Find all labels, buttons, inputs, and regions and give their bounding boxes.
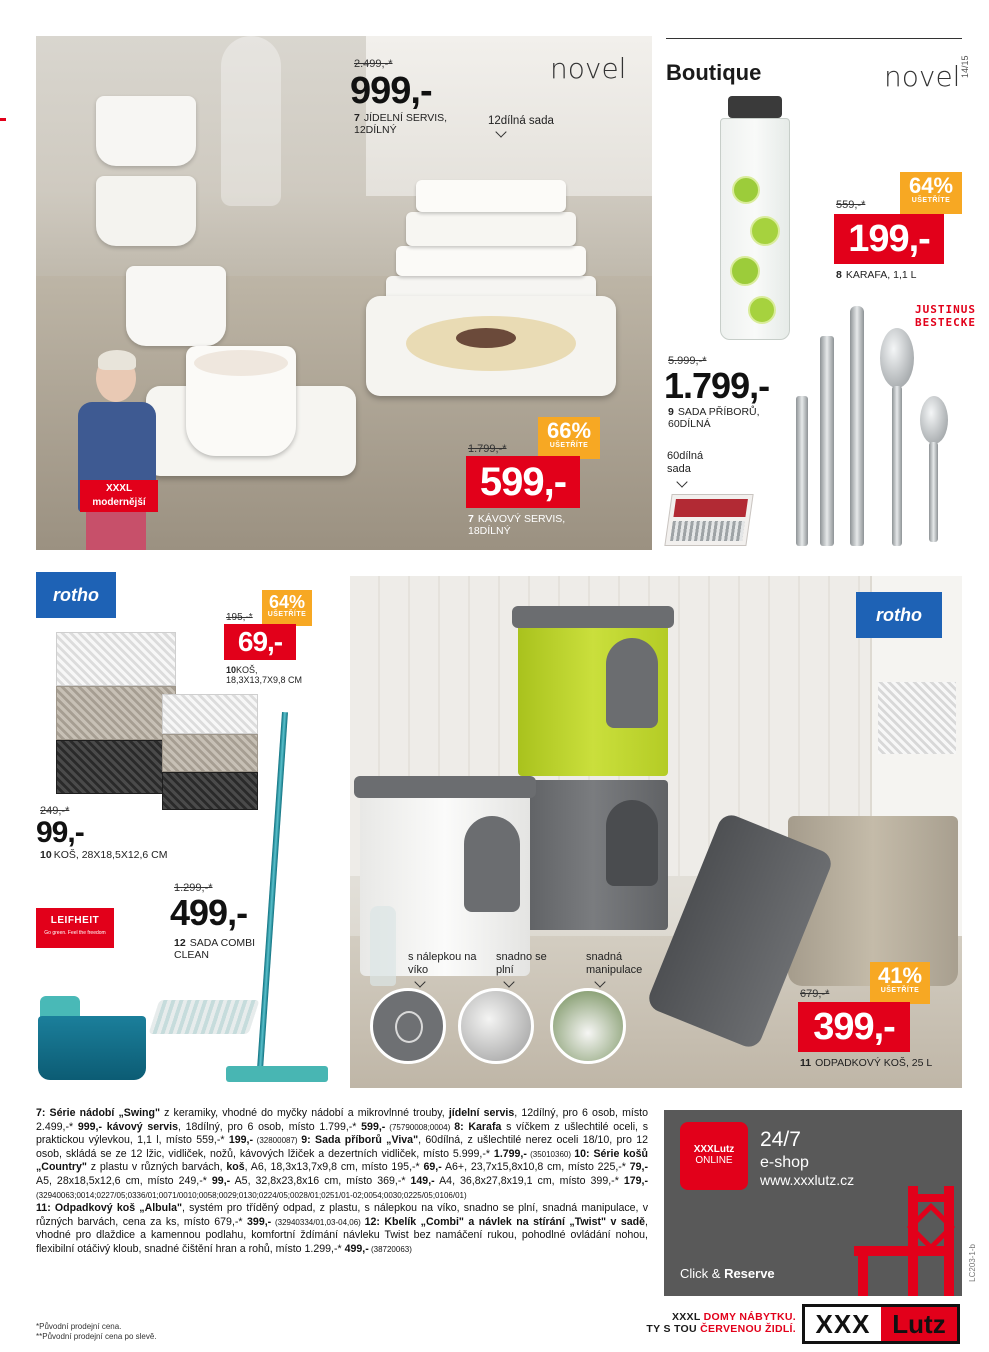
mop-num: 12 <box>174 937 186 949</box>
coffee-desc-text: KÁVOVÝ SERVIS, 18DÍLNÝ <box>468 513 566 537</box>
p6-code: (38720063) <box>368 1244 412 1254</box>
shelf-basket <box>878 682 956 754</box>
leifheit-logo <box>36 908 114 948</box>
basket-save-badge <box>262 590 312 626</box>
dinner-price: 999,- <box>350 70 432 112</box>
rotho-text: rotho <box>876 605 922 625</box>
carafe-num: 8 <box>836 269 842 281</box>
slogan-2b: ČERVENOU ŽIDLÍ. <box>700 1323 796 1335</box>
coffee-old-price: 1.799,-* <box>468 443 507 455</box>
dinner-desc-text: JÍDELNÍ SERVIS, 12DÍLNÝ <box>354 112 448 136</box>
footnote-2: **Původní prodejní cena po slevě. <box>36 1332 157 1341</box>
basket-large-desc <box>40 849 220 861</box>
basket-large-num: 10 <box>40 849 52 861</box>
glass-bottle <box>370 906 396 986</box>
basket-stack-small <box>162 694 258 810</box>
p3-c: 1.799,- <box>493 1147 527 1160</box>
p1-f: , 18dílný, pro 6 osob, místo 1.799,-* <box>177 1120 362 1133</box>
p1-a: 7: Série nádobí „Swing" <box>36 1107 160 1119</box>
bins-num: 11 <box>800 1057 812 1069</box>
detail-circle-fill <box>458 988 534 1064</box>
bin-lime-lid <box>512 606 674 628</box>
p2-a: 8: Karafa <box>454 1120 502 1133</box>
p4-d: , A6, 18,3x13,7x9,8 cm, místo 195,-* <box>244 1161 424 1174</box>
soup-plate <box>366 296 616 396</box>
logo-lutz: Lutz <box>881 1307 957 1341</box>
dinner-num: 7 <box>354 112 360 124</box>
novel-boutique: novel <box>884 60 961 93</box>
basket-small-old-price: 195,-* <box>226 612 253 623</box>
p5-c: 399,- <box>247 1215 272 1228</box>
mop-handle <box>257 712 288 1072</box>
carafe-image <box>720 96 790 340</box>
boutique-title: Boutique <box>666 60 762 85</box>
p4-m: 179,- <box>623 1174 648 1187</box>
xxxlutz-online-logo <box>680 1122 748 1190</box>
p5-a: 11: Odpadkový koš „Albula" <box>36 1202 182 1215</box>
carafe-desc-text: KARAFA, 1,1 L <box>845 269 917 281</box>
p3-a: 9: Sada příborů „Viva" <box>301 1134 419 1147</box>
dinner-desc <box>354 112 464 136</box>
mop-price: 499,- <box>170 892 248 933</box>
mop-desc <box>174 937 255 961</box>
rotho-logo-bins <box>856 592 942 638</box>
p4-g: 79,- <box>629 1161 648 1174</box>
dinner-old-price: 2.499,-* <box>354 58 393 70</box>
callout-fill: snadno se plní <box>496 951 547 976</box>
mop-bucket <box>38 994 146 1080</box>
rotho-logo-baskets <box>36 572 116 618</box>
coffee-cup <box>186 346 296 456</box>
bins-save-badge <box>870 962 930 1004</box>
p6-c: 499,- <box>344 1242 369 1255</box>
glass-vase <box>221 36 281 206</box>
p4-j: A5, 32,8x23,8x16 cm, místo 369,-* <box>230 1174 411 1187</box>
plate-stack <box>386 176 596 316</box>
margin-mark <box>0 118 6 121</box>
carafe-price: 199,- <box>834 214 944 264</box>
p5-code: (32940334/01,03-04,06) <box>271 1217 365 1227</box>
dinner-callout: 12dílná sada <box>488 115 554 127</box>
p5-b: , systém pro tříděný odpad, z plastu, s nálepkou na víko, snadno se plní, snadná manipulace, v různých barvách, cena za ks, místo 679,-* <box>36 1202 648 1228</box>
coffee-save-badge <box>538 417 600 459</box>
red-chair-icon <box>854 1186 962 1296</box>
cutlery-box <box>664 494 753 546</box>
bins-desc-text: ODPADKOVÝ KOŠ, 25 L <box>815 1057 933 1069</box>
p1-b: z keramiky, vhodné do myčky nádobí a mikrovlnné trouby, <box>159 1107 449 1119</box>
p6-a: 12: Kbelík „Combi" a návlek na stírání „Twist" v sadě <box>364 1215 646 1228</box>
coffee-save-label: UŠETŘÍTE <box>549 442 589 449</box>
basket-save-label: UŠETŘÍTE <box>267 611 307 618</box>
p2-b: s víčkem z ušlechtilé oceli, s praktickou výlevkou, 1,1 l, místo 559,-* <box>36 1120 648 1147</box>
p3-code: (35010360) <box>526 1149 575 1159</box>
online-logo-1: XXXLutz <box>693 1144 735 1155</box>
side-code: LC203-1-b <box>968 1244 977 1282</box>
basket-small-price: 69,- <box>224 624 296 660</box>
page-number: 14/15 <box>960 55 970 78</box>
xxxl-badge <box>80 480 158 512</box>
p4-f: A6+, 23,7x15,8x10,8 cm, místo 225,-* <box>441 1161 630 1174</box>
basket-large-price: 99,- <box>36 816 84 849</box>
bin-grey <box>518 780 668 930</box>
cutlery-desc <box>668 406 778 430</box>
basket-small-desc-2: 18,3X13,7X9,8 CM <box>226 675 303 685</box>
p4-i: 99,- <box>211 1174 231 1187</box>
eshop-url[interactable]: www.xxxlutz.cz <box>760 1172 855 1188</box>
callout-sticker: s nálepkou na víko <box>408 951 477 976</box>
rotho-text: rotho <box>53 585 99 605</box>
callout-carry: snadná manipulace <box>586 951 643 976</box>
eshop-heading: 24/7 <box>760 1128 801 1151</box>
footnote-1: *Původní prodejní cena. <box>36 1322 122 1331</box>
bins-save-label: UŠETŘÍTE <box>880 987 920 994</box>
cutlery-old-price: 5.999,-* <box>668 355 707 367</box>
slogan <box>600 1311 796 1335</box>
xxxl-badge-bottom: modernější <box>92 497 146 508</box>
cutlery-desc-text: SADA PŘÍBORŮ, 60DÍLNÁ <box>668 406 760 430</box>
p4-h: A5, 28x18,5x12,6 cm, místo 249,-* <box>36 1174 212 1187</box>
mop-head <box>226 1066 328 1082</box>
mop-desc-1: SADA COMBI <box>189 937 256 949</box>
p6-b: , vhodné pro dlaždice a kamennou podlahu, komfortní ždímání návleku Twist bez namáčení rukou, pohodlné ovládání nohou, flexibilní otáčivý kloub, snadné čištění hran a rohů, místo 1.299,-* <box>36 1215 648 1255</box>
p1-g: 599,- <box>361 1120 386 1133</box>
cutlery-callout-1: 60dílná <box>667 450 704 462</box>
leifheit-name: LEIFHEIT <box>50 915 100 926</box>
mop-old-price: 1.299,-* <box>174 882 213 894</box>
cutlery-callout-2: sada <box>667 463 691 475</box>
click-reserve[interactable] <box>680 1266 775 1281</box>
mop-pad <box>148 1000 259 1034</box>
bin-lime <box>518 616 668 776</box>
coffee-price: 599,- <box>466 456 580 508</box>
p4-b: z plastu v různých barvách, <box>86 1161 227 1174</box>
online-logo-2: ONLINE <box>695 1155 733 1166</box>
bins-desc <box>800 1057 960 1069</box>
presenter-figure <box>66 354 166 550</box>
basket-large-desc-text: KOŠ, 28X18,5X12,6 CM <box>53 849 168 861</box>
mop-desc-2: CLEAN <box>174 949 210 961</box>
cutlery-image <box>788 306 958 546</box>
justinus-line2: BESTECKE <box>915 316 976 329</box>
bins-save-pct: 41% <box>877 963 923 988</box>
footnotes <box>36 1322 157 1342</box>
bins-old-price: 679,-* <box>800 988 830 1000</box>
p2-c: 199,- <box>228 1134 254 1147</box>
cutlery-price: 1.799,- <box>664 365 770 406</box>
p4-l: A4, 36,8x27,8x19,1 cm, místo 399,-* <box>434 1174 624 1187</box>
carafe-save-badge <box>900 172 962 214</box>
bins-price: 399,- <box>798 1002 910 1052</box>
basket-small-desc <box>226 665 302 685</box>
boutique-rule <box>666 38 962 39</box>
detail-circle-sticker <box>370 988 446 1064</box>
carafe-old-price: 559,-* <box>836 199 866 211</box>
p4-a: 10: Série košů „Country" <box>36 1147 648 1174</box>
click-text: Click & <box>680 1266 725 1281</box>
slogan-1b: DOMY NÁBYTKU. <box>703 1311 796 1323</box>
p1-d: , 12dílný, pro 6 osob, místo 2.499,-* <box>36 1107 648 1133</box>
carafe-desc <box>836 269 956 281</box>
p1-e: 999,- kávový servis <box>77 1120 178 1133</box>
novel-dishes: novel <box>550 52 627 85</box>
p4-k: 149,- <box>410 1174 435 1187</box>
carafe-save-pct: 64% <box>908 173 954 198</box>
p4-e: 69,- <box>423 1161 442 1174</box>
basket-small-desc-1: KOŠ, <box>236 665 258 675</box>
eshop-line1: e-shop <box>760 1154 809 1171</box>
p4-code: (32940063;0014;0227/05;0336/01;0071/0010;0058;0029;0130;0224/05;0028/01;0251/01-02;0054;0030;0225/05;0106/01) <box>36 1190 467 1200</box>
slogan-2a: TY S TOU <box>646 1323 701 1335</box>
slogan-1a: XXXL <box>671 1311 704 1323</box>
cutlery-callout <box>667 450 703 476</box>
justinus-line1: JUSTINUS <box>915 303 976 316</box>
reserve-text: Reserve <box>724 1266 775 1281</box>
coffee-desc <box>468 513 578 537</box>
p4-c: koš <box>226 1161 245 1174</box>
chevron-down-icon <box>676 476 687 487</box>
eshop-panel[interactable] <box>664 1110 962 1296</box>
cup-stack <box>96 96 216 376</box>
xxxlutz-logo <box>802 1304 960 1344</box>
leifheit-tag: Go green. Feel the freedom <box>44 930 106 936</box>
basket-stack-large <box>56 632 176 794</box>
basket-small-num: 10 <box>226 665 237 675</box>
product-description-text <box>36 1107 648 1257</box>
p1-c: jídelní servis <box>448 1107 515 1119</box>
coffee-save-pct: 66% <box>546 418 592 443</box>
basket-large-old-price: 249,-* <box>40 805 70 817</box>
cutlery-num: 9 <box>668 406 674 418</box>
logo-xxx: XXX <box>815 1309 871 1339</box>
xxxl-badge-top: XXXL <box>105 483 133 494</box>
coffee-num: 7 <box>468 513 474 525</box>
p3-b: , 60dílná, z ušlechtilé nerez oceli 18/10, pro 12 osob, skládá se ze 12 lžic, vidliček, nožů, kávových lžiček a dezertních vidliček, místo 5.999,-* <box>36 1134 648 1160</box>
carafe-save-label: UŠETŘÍTE <box>911 197 951 204</box>
detail-circle-carry <box>550 988 626 1064</box>
p1-code: (75790008;0004) <box>385 1122 455 1132</box>
p2-code: (32800087) <box>253 1136 302 1146</box>
basket-save-pct: 64% <box>268 592 306 612</box>
